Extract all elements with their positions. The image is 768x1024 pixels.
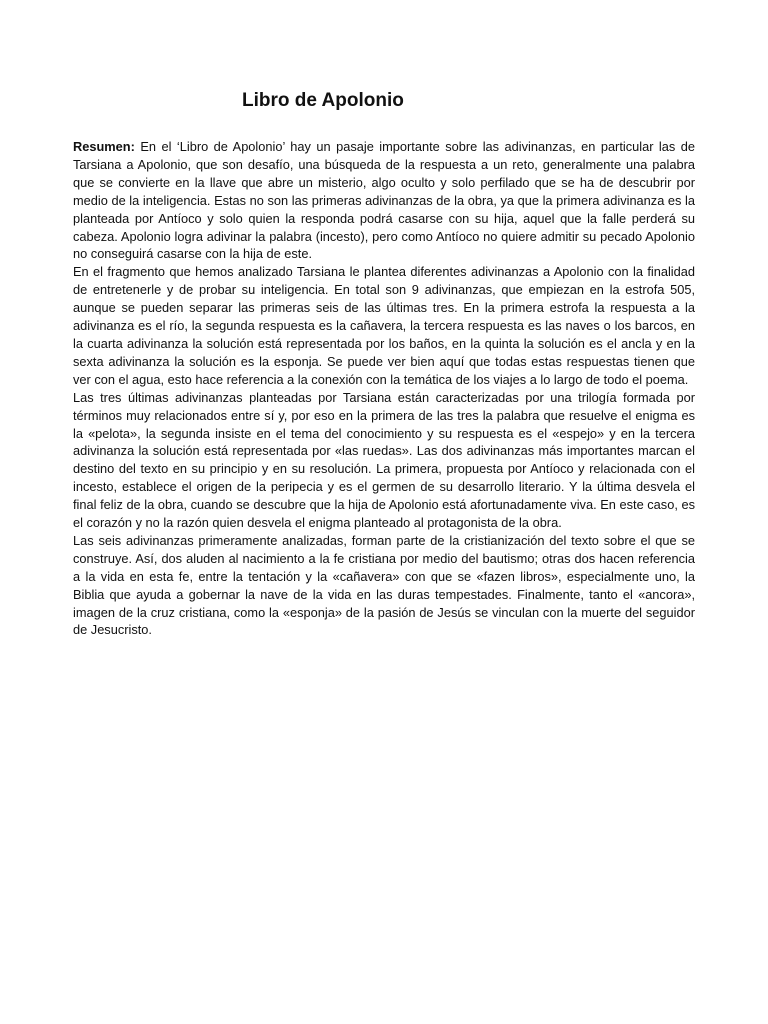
summary-label: Resumen:: [73, 139, 135, 154]
body-paragraph: En el fragmento que hemos analizado Tarsiana le plantea diferentes adivinanzas a Apolonio con la finalidad de entretenerle y de probar su inteligencia. En total son 9 adivinanzas, que empiezan en la estrofa 505, aunque se pueden separar las primeras seis de las últimas tres. En la primera estrofa la respuesta a la adivinanza es el río, la segunda respuesta es la cañavera, la tercera respuesta es las naves o los barcos, en la cuarta adivinanza la solución está representada por los baños, en la quinta la solución es el ancla y en la sexta adivinanza la solución es la esponja. Se puede ver bien aquí que todas estas respuestas tienen que ver con el agua, esto hace referencia a la conexión con la temática de los viajes a lo largo de todo el poema.: [73, 264, 695, 387]
body-paragraph: Las seis adivinanzas primeramente analizadas, forman parte de la cristianización del texto sobre el que se construye. Así, dos aluden al nacimiento a la fe cristiana por medio del bautismo; otras dos hacen referencia a la vida en esta fe, entre la tentación y la «cañavera» con que se «fazen libros», especialmente uno, la Biblia que ayuda a gobernar la nave de la vida en las duras tempestades. Finalmente, tanto el «ancora», imagen de la cruz cristiana, como la «esponja» de la pasión de Jesús se vinculan con la muerte del seguidor de Jesucristo.: [73, 532, 695, 638]
body-paragraph: Las tres últimas adivinanzas planteadas por Tarsiana están caracterizadas por una trilogía formada por términos muy relacionados entre sí y, por eso en la primera de las tres la palabra que resuelve el enigma es la «pelota», la segunda insiste en el tema del conocimiento y su respuesta es el «espejo» y en la tercera adivinanza la solución está representada por «las ruedas». Las dos adivinanzas más importantes marcan el destino del texto en su principio y en su resolución. La primera, propuesta por Antíoco y relacionada con el incesto, establece el origen de la peripecia y es el germen de su desarrollo literario. Y la última desvela el final feliz de la obra, cuando se descubre que la hija de Apolonio está afortunadamente viva. En este caso, es el corazón y no la razón quien desvela el enigma planteado al protagonista de la obra.: [73, 389, 695, 531]
document-body: [73, 138, 695, 639]
paragraph-text: En el ‘Libro de Apolonio’ hay un pasaje importante sobre las adivinanzas, en particular las de Tarsiana a Apolonio, que son desafío, una búsqueda de la respuesta a un reto, generalmente una palabra que se convierte en la llave que abre un misterio, algo oculto y solo perfilado que se ha de descubrir por medio de la inteligencia. Estas no son las primeras adivinanzas de la obra, ya que la primera adivinanza es la planteada por Antíoco y solo quien la responda podrá casarse con su hija, aquel que la falle perderá su cabeza. Apolonio logra adivinar la palabra (incesto), pero como Antíoco no quiere admitir su pecado Apolonio no conseguirá casarse con la hija de este.: [73, 139, 695, 262]
summary-paragraph: [73, 138, 695, 263]
document-title: Libro de Apolonio: [242, 90, 404, 111]
